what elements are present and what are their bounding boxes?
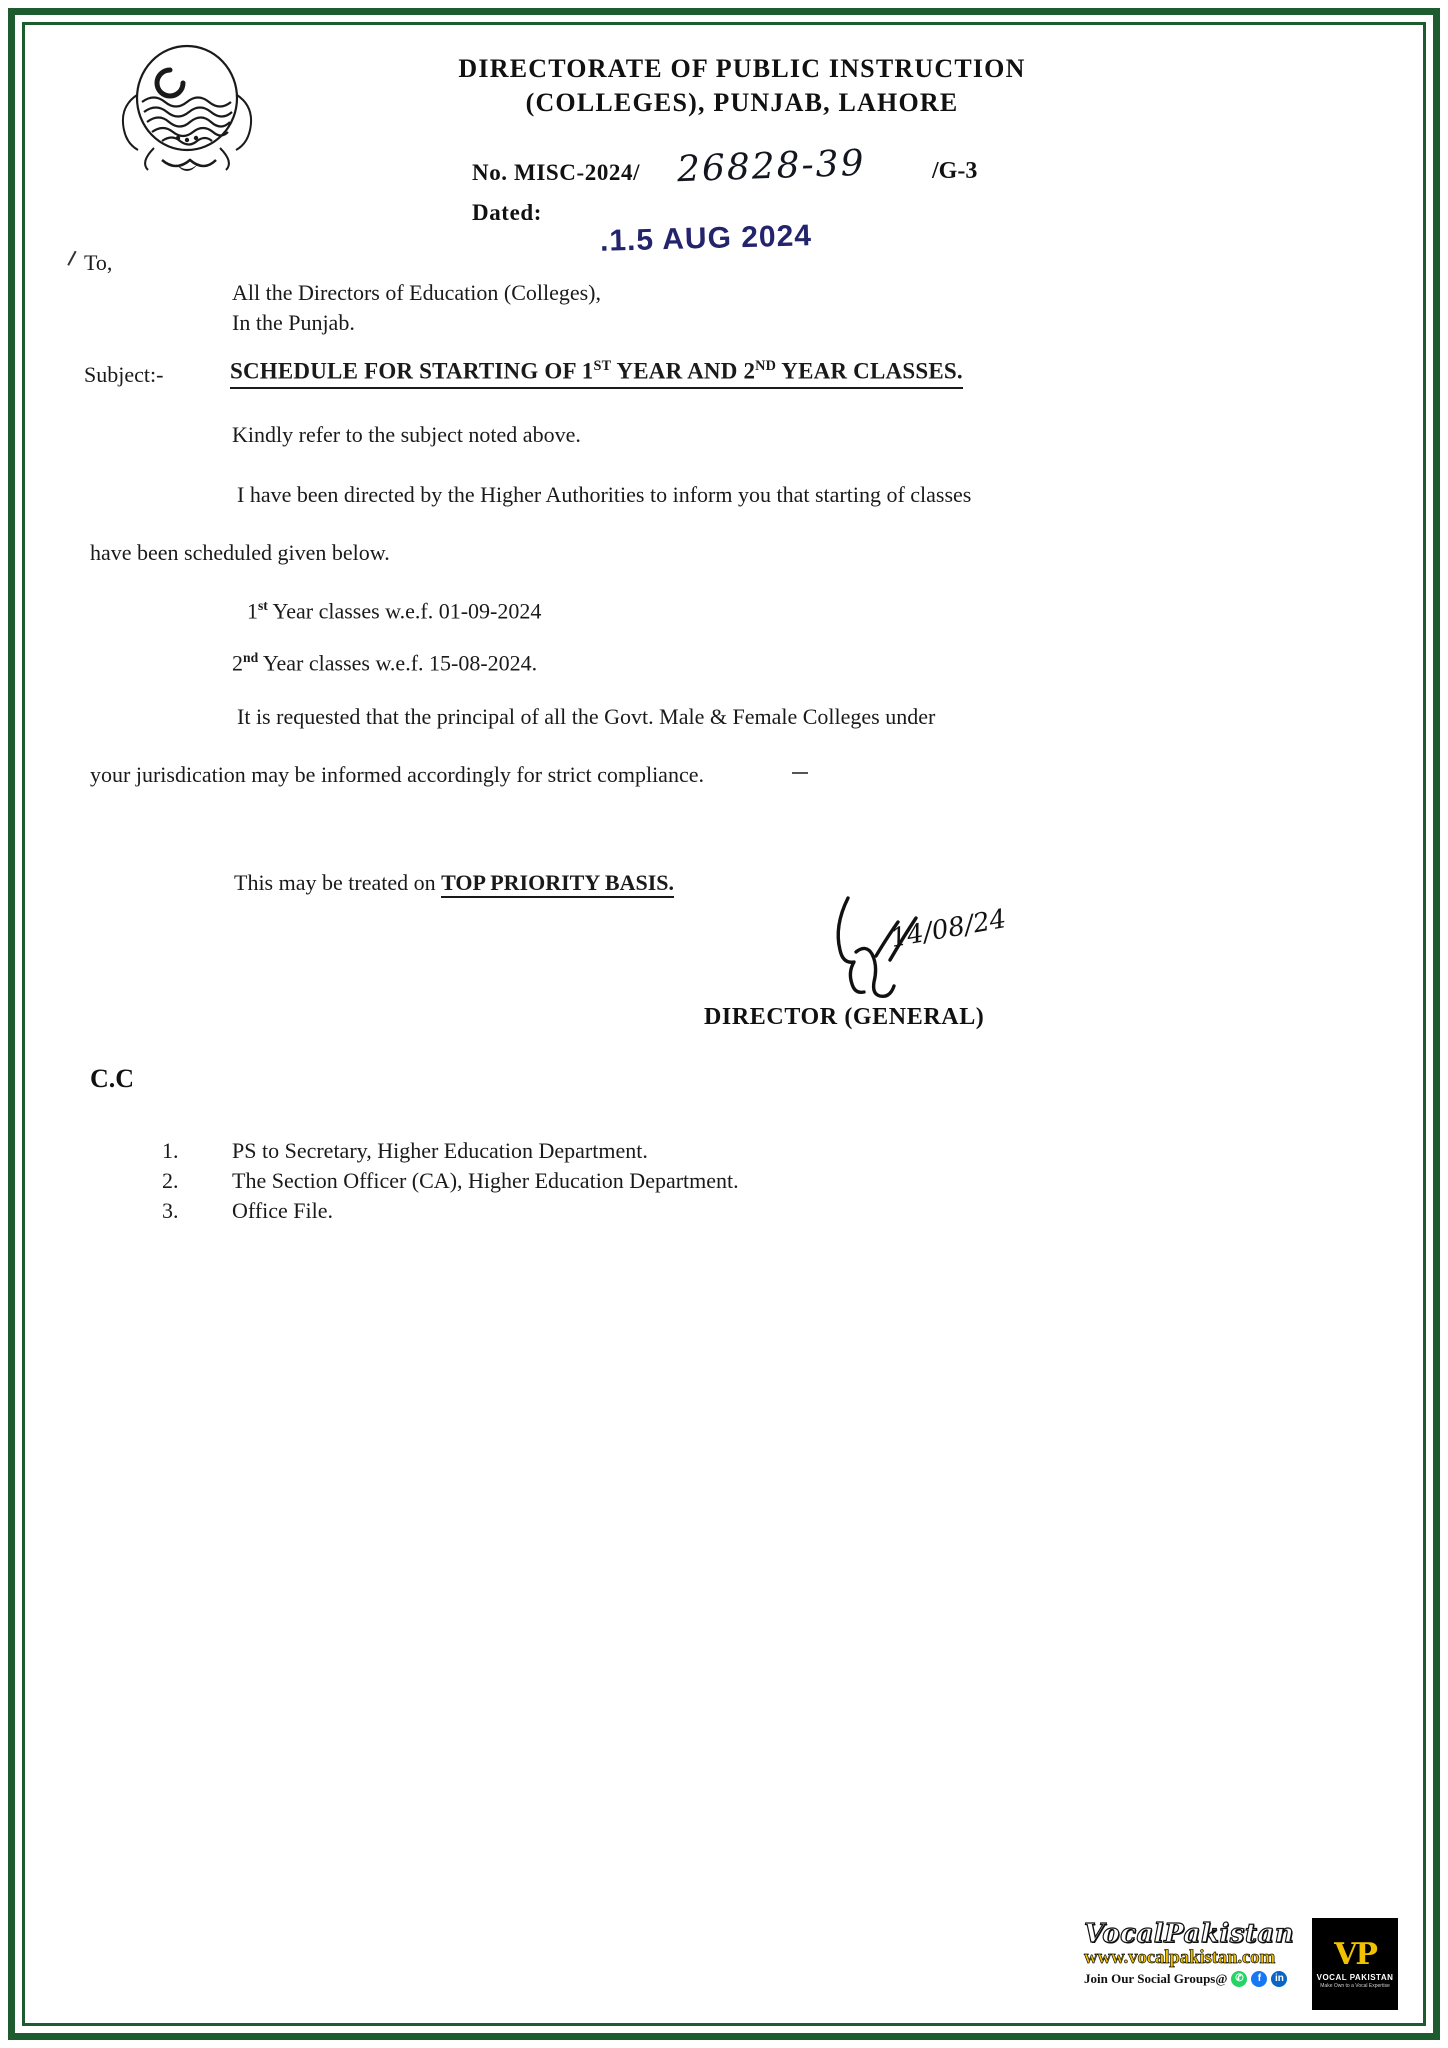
paragraph-refer: Kindly refer to the subject noted above. — [232, 422, 581, 447]
schedule-first-year-text: Year classes w.e.f. 01-09-2024 — [267, 598, 542, 624]
schedule-second-year-sup: nd — [243, 650, 259, 665]
punjab-government-emblem-icon — [92, 40, 282, 180]
reference-number-value: 26828-39 — [676, 142, 867, 191]
cc-list-item — [162, 1168, 1062, 1198]
schedule-second-year — [232, 650, 537, 676]
cc-item-text: The Section Officer (CA), Higher Education Department. — [232, 1168, 739, 1193]
date-stamp: .1.5 AUG 2024 — [599, 219, 813, 258]
vocal-pakistan-watermark — [1078, 1918, 1398, 2010]
subject-prefix: SCHEDULE FOR STARTING OF 1 — [230, 358, 594, 384]
watermark-logo-monogram: VP — [1334, 1936, 1376, 1972]
subject-sup-second: ND — [755, 358, 777, 374]
schedule-second-year-num: 2 — [232, 650, 243, 676]
cc-list — [162, 1138, 1062, 1228]
schedule-first-year-sup: st — [258, 598, 268, 613]
schedule-first-year — [247, 598, 541, 624]
watermark-logo-label: VOCAL PAKISTAN — [1316, 1972, 1394, 1982]
watermark-social-row — [1084, 1971, 1308, 1987]
cc-item-text: Office File. — [232, 1198, 334, 1223]
subject-text — [230, 358, 963, 389]
org-title-line2: (COLLEGES), PUNJAB, LAHORE — [525, 88, 959, 117]
org-title-line1: DIRECTORATE OF PUBLIC INSTRUCTION — [458, 54, 1026, 83]
priority-prefix: This may be treated on — [234, 870, 442, 895]
linkedin-icon[interactable]: in — [1271, 1971, 1287, 1987]
watermark-website-url: www.vocalpakistan.com — [1084, 1947, 1276, 1968]
addressee-line1: All the Directors of Education (Colleges), — [232, 280, 602, 305]
cc-list-item — [162, 1198, 1062, 1228]
cc-item-text: PS to Secretary, Higher Education Department. — [232, 1138, 648, 1163]
schedule-first-year-num: 1 — [247, 598, 258, 624]
subject-label: Subject:- — [84, 362, 164, 387]
cc-label: C.C — [90, 1064, 135, 1093]
whatsapp-icon[interactable]: ✆ — [1231, 1971, 1247, 1987]
signature-date: 14/08/24 — [888, 904, 1009, 954]
watermark-logo-block — [1312, 1918, 1398, 2010]
watermark-logo-tagline: Make Own to a Vocal Expertise — [1320, 1982, 1390, 1989]
schedule-second-year-text: Year classes w.e.f. 15-08-2024. — [258, 650, 538, 676]
watermark-text-block — [1078, 1918, 1312, 2010]
paragraph-directed-line2: have been scheduled given below. — [90, 540, 390, 565]
cc-item-number: 3. — [162, 1198, 179, 1223]
reference-number-row — [472, 142, 1372, 202]
cc-item-number: 1. — [162, 1138, 179, 1163]
paragraph-request-line2: your jurisdication may be informed accordingly for strict compliance. — [90, 762, 704, 787]
cc-list-item — [162, 1138, 1062, 1168]
dated-label: Dated: — [472, 200, 543, 225]
paragraph-request-line1: It is requested that the principal of all the Govt. Male & Female Colleges under — [237, 704, 936, 729]
watermark-social-label: Join Our Social Groups@ — [1084, 1970, 1228, 1986]
paragraph-priority — [234, 870, 674, 896]
reference-number-suffix: /G-3 — [932, 158, 978, 184]
priority-emphasis: TOP PRIORITY BASIS. — [441, 870, 674, 898]
addressee-line2: In the Punjab. — [232, 310, 355, 335]
director-designation: DIRECTOR (GENERAL) — [704, 1004, 985, 1030]
subject-suffix: YEAR CLASSES. — [776, 358, 963, 384]
facebook-icon[interactable]: f — [1251, 1971, 1267, 1987]
subject-middle: YEAR AND 2 — [611, 358, 756, 384]
cc-item-number: 2. — [162, 1168, 179, 1193]
to-label: To, — [84, 250, 113, 275]
paragraph-directed-line1: I have been directed by the Higher Authorities to inform you that starting of classes — [237, 482, 972, 507]
stray-dash-mark — [792, 772, 808, 774]
reference-number-label: No. MISC-2024/ — [472, 160, 641, 185]
document-sheet — [32, 32, 1416, 2016]
subject-sup-first: ST — [593, 358, 612, 374]
watermark-brand-title: VocalPakistan — [1084, 1919, 1295, 1949]
